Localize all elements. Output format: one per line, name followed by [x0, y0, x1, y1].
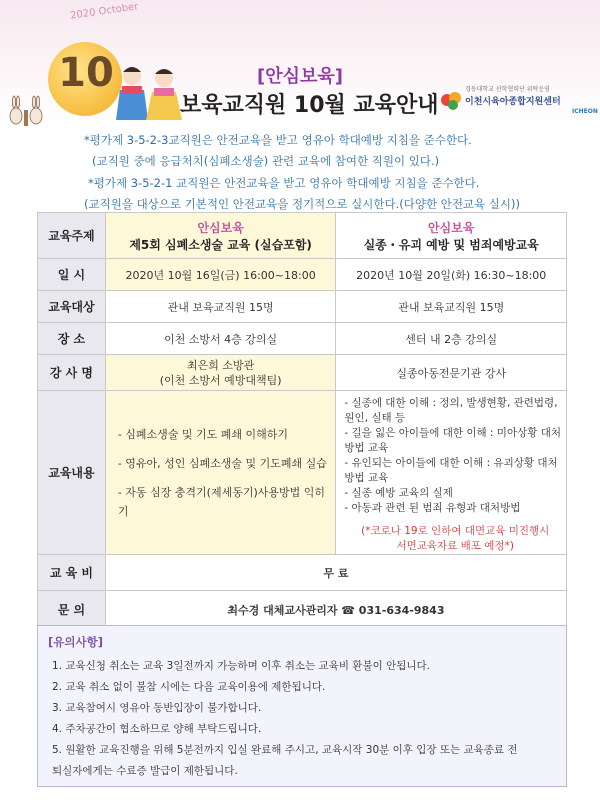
topic-title: 제5회 심폐소생술 교육 (실습포함) — [129, 237, 312, 252]
list-item: 5. 원활한 교육진행을 위해 5분전까지 입실 완료해 주시고, 교육시작 30분 이후 입장 또는 교육종료 전 — [52, 744, 518, 756]
note-line: *평가제 3-5-2-1 교직원은 안전교육을 받고 영유아 학대예방 지침을 준수한다. — [88, 176, 480, 190]
center-logo — [440, 82, 598, 122]
year-text: 2020 October — [69, 1, 140, 22]
logo-caption: 경동대학교 산학협력단 위탁운영 — [465, 86, 550, 93]
row-label: 교 육 비 — [38, 555, 106, 591]
topic-category: 안심보육 — [197, 220, 244, 235]
logo-english: ICHEON — [572, 108, 598, 115]
date-cell-1: 2020년 10월 16일(금) 16:00~18:00 — [105, 259, 336, 291]
place-cell-1: 이천 소방서 4층 강의실 — [105, 323, 336, 355]
page-subtitle: [안심보육] — [256, 66, 343, 87]
list-item: - 영유아, 성인 심폐소생술 및 기도폐쇄 실습 — [117, 456, 327, 470]
list-item: 4. 주차공간이 협소하므로 양해 부탁드립니다. — [52, 723, 262, 735]
covid-notice-line: 서면교육자료 배포 예정*) — [396, 539, 514, 552]
caution-box — [37, 625, 567, 787]
header-banner — [0, 0, 600, 130]
list-item: - 아동과 관련 된 범죄 유형과 대처방법 — [344, 501, 521, 514]
list-item: - 심폐소생술 및 기도 폐쇄 이해하기 — [117, 427, 289, 441]
list-item: - 유인되는 아이들에 대한 이해 : 유괴상황 대처 방법 교육 — [344, 456, 558, 484]
list-item-continuation: 퇴실자에게는 수료증 발급이 제한됩니다. — [52, 765, 238, 777]
education-table — [37, 212, 567, 629]
lecturer-cell-2: 실종아동전문기관 강사 — [336, 355, 567, 391]
list-item: - 실종에 대한 이해 : 정의, 발생현황, 관련법령, 원인, 실태 등 — [344, 396, 558, 424]
note-line: *평가제 3-5-2-3교직원은 안전교육을 받고 영유아 학대예방 지침을 준수한다. — [84, 133, 472, 147]
note-line: (교직원을 대상으로 기본적인 안전교육을 정기적으로 실시한다.(다양한 안전교육 실시)) — [84, 197, 521, 211]
table-row — [38, 323, 567, 355]
row-label: 교육내용 — [38, 391, 106, 555]
fee-cell: 무 료 — [105, 555, 566, 591]
content-cell-1 — [105, 391, 336, 555]
topic-title: 실종・유괴 예방 및 범죄예방교육 — [363, 237, 539, 252]
page-title: 보육교직원 10월 교육안내 — [180, 93, 439, 118]
covid-notice — [344, 524, 566, 554]
note-line: (교직원 중에 응급처치(심폐소생술) 관련 교육에 참여한 직원이 있다.) — [92, 154, 440, 168]
caution-title: [유의사항] — [48, 635, 103, 649]
table-row — [38, 355, 567, 391]
table-row — [38, 259, 567, 291]
row-label: 장 소 — [38, 323, 106, 355]
caution-list — [52, 656, 518, 782]
table-row — [38, 213, 567, 259]
table-row — [38, 291, 567, 323]
table-row — [38, 591, 567, 629]
row-label: 문 의 — [38, 591, 106, 629]
logo-mark-icon — [440, 88, 462, 112]
list-item: 2. 교육 취소 없이 불참 시에는 다음 교육이용에 제한됩니다. — [52, 681, 326, 693]
logo-name: 이천시육아종합지원센터 — [465, 97, 561, 107]
lecturer-cell-1 — [105, 355, 336, 391]
covid-notice-line: (*코로나 19로 인하여 대면교육 미진행시 — [361, 524, 550, 537]
table-row — [38, 391, 567, 555]
rabbits-illustration — [4, 90, 50, 128]
topic-cell-2 — [336, 213, 567, 259]
topic-category: 안심보육 — [428, 220, 475, 235]
target-cell-2: 관내 보육교직원 15명 — [336, 291, 567, 323]
date-cell-2: 2020년 10월 20일(화) 16:30~18:00 — [336, 259, 567, 291]
list-item: - 자동 심장 충격기(제세동기)사용방법 익히기 — [117, 485, 326, 518]
table-row — [38, 555, 567, 591]
row-label: 강 사 명 — [38, 355, 106, 391]
list-item: - 길을 잃은 아이들에 대한 이해 : 미아상황 대처방법 교육 — [344, 426, 562, 454]
topic-cell-1 — [105, 213, 336, 259]
list-item: 3. 교육참여시 영유아 동반입장이 불가합니다. — [52, 702, 262, 714]
lecturer-affiliation: (이천 소방서 예방대책팀) — [159, 373, 282, 387]
content-cell-2 — [336, 391, 567, 555]
moon-number: 10 — [58, 50, 114, 96]
lecturer-name: 최은희 소방관 — [186, 358, 255, 372]
list-item: 1. 교육신청 취소는 교육 3일전까지 가능하며 이후 취소는 교육비 환불이 안됩니다. — [52, 660, 430, 672]
list-item: - 실종 예방 교육의 실제 — [344, 486, 453, 499]
row-label: 교육주제 — [38, 213, 106, 259]
row-label: 일 시 — [38, 259, 106, 291]
row-label: 교육대상 — [38, 291, 106, 323]
place-cell-2: 센터 내 2층 강의실 — [336, 323, 567, 355]
target-cell-1: 관내 보육교직원 15명 — [105, 291, 336, 323]
contact-cell: 최수경 대체교사관리자 ☎ 031-634-9843 — [105, 591, 566, 629]
